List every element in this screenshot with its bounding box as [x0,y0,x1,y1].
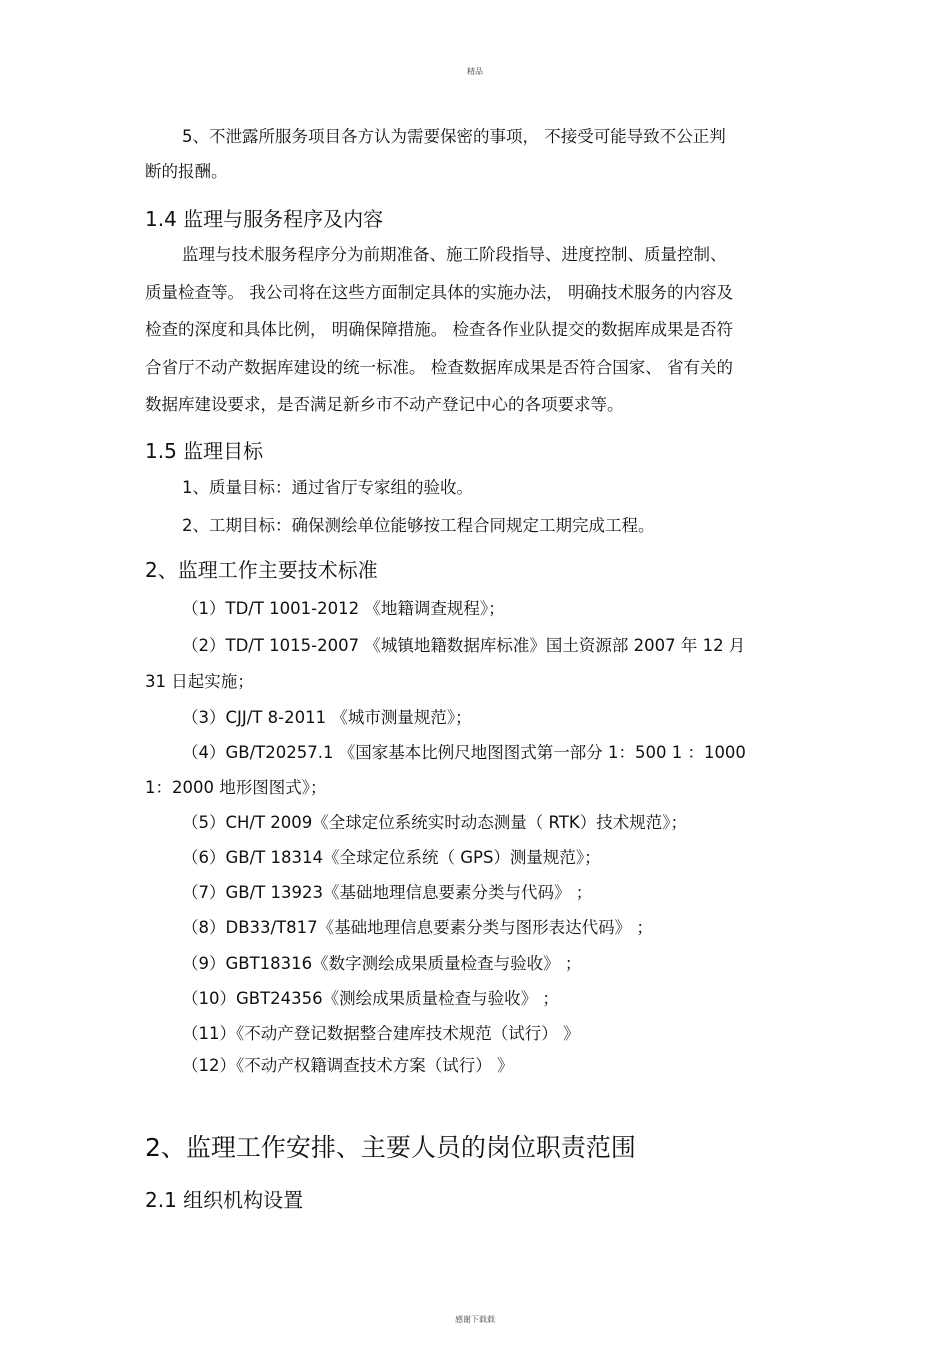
footer-watermark: 感谢下载载 [455,1315,495,1324]
header-watermark: 精品 [467,67,483,76]
standard-item: （8）DB33/T817《基础地理信息要素分类与图形表达代码》 ； [182,918,653,937]
standard-item: （9）GBT18316《数字测绘成果质量检查与验收》 ； [182,954,582,973]
list-item: 2、工期目标：确保测绘单位能够按工程合同规定工期完成工程。 [182,516,655,535]
list-item: 1、质量目标：通过省厅专家组的验收。 [182,478,473,497]
section-heading-1-5: 1.5 监理目标 [145,439,264,463]
section-heading-2: 2、监理工作主要技术标准 [145,558,378,582]
text-line: 监理与技术服务程序分为前期准备、施工阶段指导、进度控制、质量控制、 [182,245,727,264]
text-line: 合省厅不动产数据库建设的统一标准。 检查数据库成果是否符合国家、 省有关的 [145,358,733,377]
standard-item: （5）CH/T 2009《全球定位系统实时动态测量（ RTK）技术规范》； [182,813,687,832]
standard-item: （2）TD/T 1015-2007 《城镇地籍数据库标准》国土资源部 2007 年 12 月 [182,636,746,655]
standard-item: （12）《不动产权籍调查技术方案（试行） 》 [182,1056,514,1075]
standard-item: 31 日起实施； [145,672,254,691]
section-heading-2-1: 2.1 组织机构设置 [145,1188,304,1212]
chapter-heading-2: 2、监理工作安排、主要人员的岗位职责范围 [145,1133,636,1162]
text-line: 质量检查等。 我公司将在这些方面制定具体的实施办法， 明确技术服务的内容及 [145,283,733,302]
standard-item: （3）CJJ/T 8-2011 《城市测量规范》； [182,708,472,727]
text-line: 断的报酬。 [145,162,228,181]
text-line: 检查的深度和具体比例， 明确保障措施。 检查各作业队提交的数据库成果是否符 [145,320,733,339]
standard-item: （11）《不动产登记数据整合建库技术规范（试行） 》 [182,1024,580,1043]
standard-item: （7）GB/T 13923《基础地理信息要素分类与代码》 ； [182,883,593,902]
standard-item: （6）GB/T 18314《全球定位系统（ GPS）测量规范》； [182,848,601,867]
text-line: 5、不泄露所服务项目各方认为需要保密的事项， 不接受可能导致不公正判 [182,127,726,146]
text-line: 数据库建设要求，是否满足新乡市不动产登记中心的各项要求等。 [145,395,624,414]
standard-item: （4）GB/T20257.1 《国家基本比例尺地图图式第一部分 1：500 1 ：1000 [182,743,746,762]
section-heading-1-4: 1.4 监理与服务程序及内容 [145,207,384,231]
standard-item: （10）GBT24356《测绘成果质量检查与验收》 ； [182,989,559,1008]
standard-item: （1）TD/T 1001-2012 《地籍调查规程》； [182,599,505,618]
standard-item: 1：2000 地形图图式》； [145,778,327,797]
